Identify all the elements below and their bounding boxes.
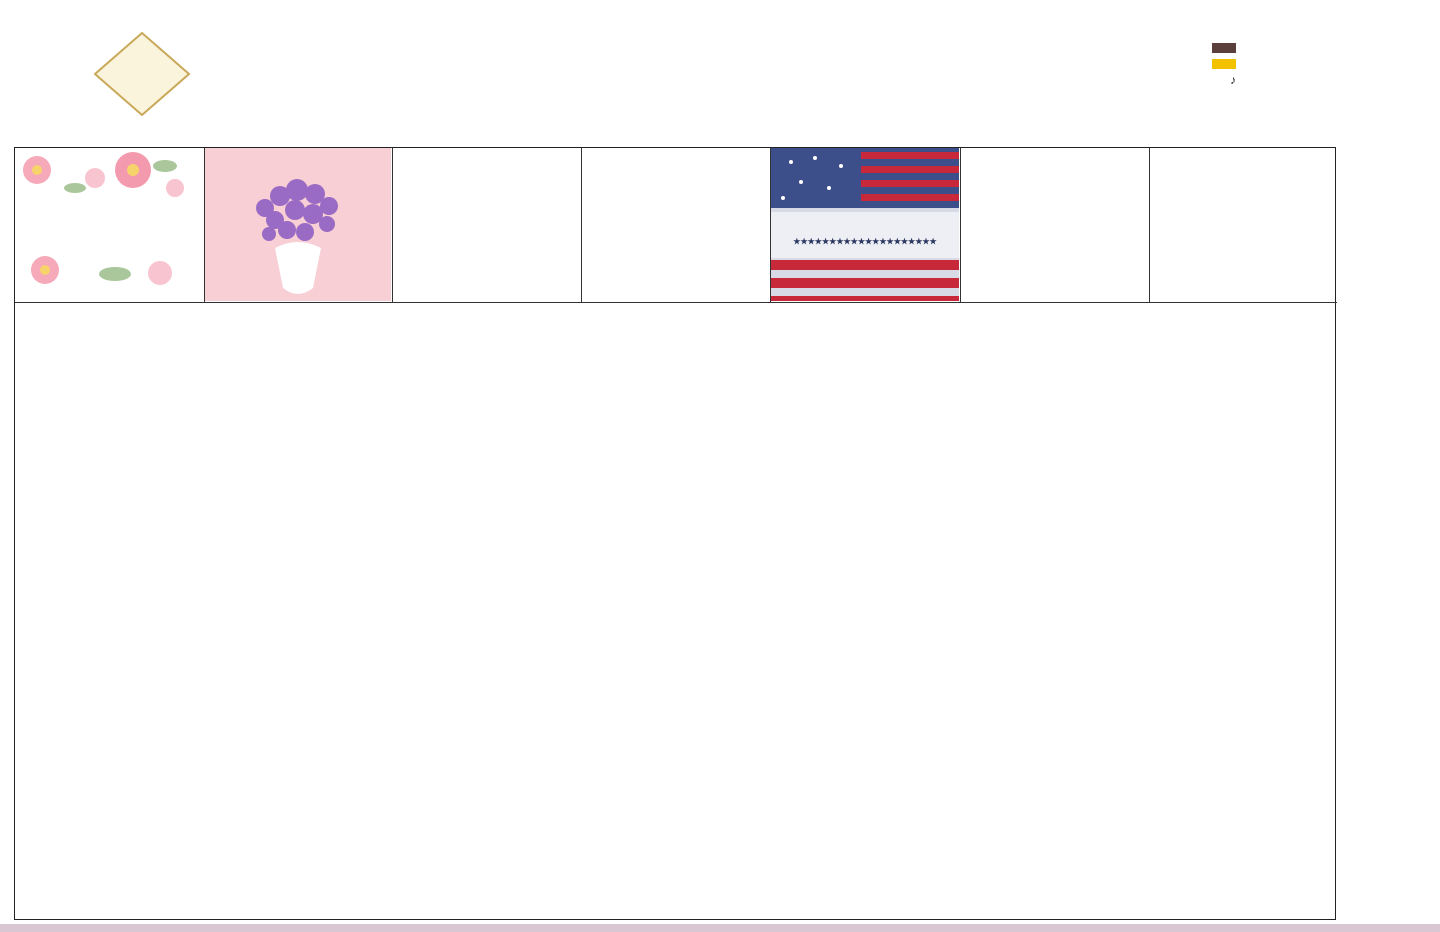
- calendar-grid: [14, 147, 1336, 920]
- gaines-park-logo: [76, 32, 212, 116]
- day-cell-staff-birthdays: [582, 148, 771, 303]
- outing-swatch: [1212, 59, 1236, 69]
- day-cell: [1150, 148, 1337, 303]
- legend-item-church: [1212, 40, 1240, 56]
- legend-item-outing: [1212, 56, 1240, 72]
- may-flowers-image: [15, 148, 203, 301]
- star-row-icon: ★★★★★★★★★★★★★★★★★★★★: [793, 236, 937, 246]
- dow-monday: [204, 128, 392, 148]
- memorial-day-flag-image: [771, 148, 959, 301]
- legend-item-music: [1212, 72, 1240, 88]
- day-cell: [961, 148, 1150, 303]
- dow-sunday: [14, 126, 204, 146]
- logo-diamond-icon: [94, 32, 190, 116]
- day-cell-memorial-day-image: [771, 148, 961, 303]
- day-cell-resident-birthdays: [393, 148, 582, 303]
- legend: [1212, 40, 1240, 88]
- dow-tuesday: [392, 128, 581, 148]
- music-note-icon: ♪: [1230, 73, 1236, 87]
- church-swatch: [1212, 43, 1236, 53]
- lavender-bouquet-image: [205, 148, 391, 301]
- day-cell-may-image: [15, 148, 205, 303]
- bottom-edge-bar: [0, 924, 1440, 932]
- dow-wednesday: [581, 129, 770, 149]
- day-cell-mothers-day-image: [205, 148, 393, 303]
